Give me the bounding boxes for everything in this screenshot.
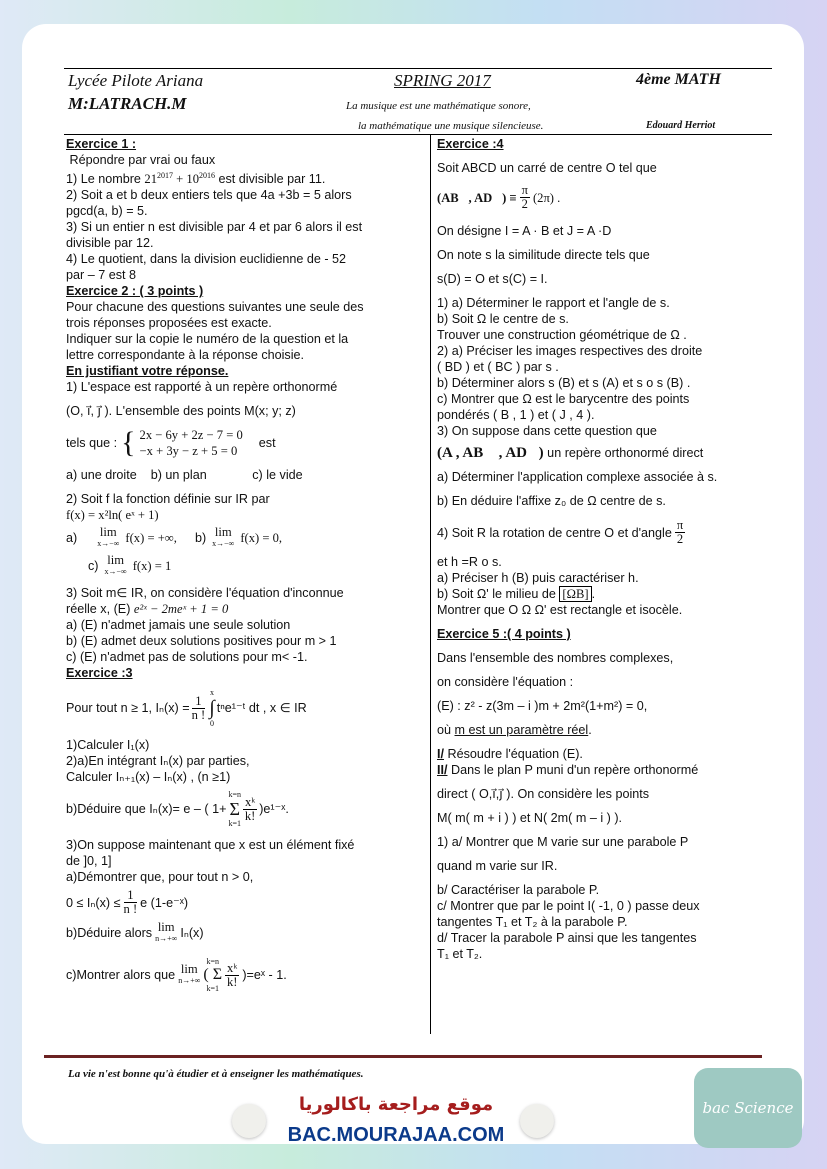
ex1-q4-line1: 4) Le quotient, dans la division euclidienne de - 52 <box>66 252 347 267</box>
footer-rule <box>44 1055 762 1058</box>
ex2-q3-line2: réelle x, (E) e²ˣ − 2meˣ + 1 = 0 <box>66 602 229 617</box>
ex4-q3b: b) En déduire l'affixe z₀ de Ω centre de s. <box>437 494 666 508</box>
ex3-q3b: b)Déduire alors lim n→+∞ Iₙ(x) <box>66 920 204 944</box>
header-top-rule <box>64 68 772 69</box>
ex4-q3a: a) Déterminer l'application complexe associée à s. <box>437 470 718 484</box>
ex1-q3-line2: divisible par 12. <box>66 236 154 251</box>
school-name: Lycée Pilote Ariana <box>68 71 204 90</box>
exercise-1-title: Exercice 1 : <box>66 137 137 151</box>
ex4-line3: On note s la similitude directe tels que <box>437 248 650 262</box>
ex2-justify: En justifiant votre réponse. <box>66 364 229 379</box>
ex4-q2c: c) Montrer que Ω est le barycentre des points <box>437 392 690 406</box>
ex3-q3a-inequality: 0 ≤ Iₙ(x) ≤ $\frac{1}{n !}$ e (1-e⁻ˣ) <box>66 888 189 917</box>
site-logo-left <box>232 1104 266 1138</box>
ex4-q2b: b) Déterminer alors s (B) et s (A) et s o s (B) . <box>437 376 691 390</box>
left-column <box>66 136 426 994</box>
ex5-line4: où m est un paramètre réel. <box>437 723 592 737</box>
ex3-q3-line1: 3)On suppose maintenant que x est un élément fixé <box>66 838 355 853</box>
ex5-q1d: d/ Tracer la parabole P ainsi que les tangentes <box>437 931 697 945</box>
ex3-q3c: c)Montrer alors que lim n→+∞ k=n ( Σ k=1 $\frac{\text{xᵏ}}{k!}$ )=eˣ - 1. <box>66 957 287 994</box>
ex2-q1-line2: (O, ı⃗, ȷ⃗ ). L'ensemble des points M(x; y; z) <box>66 404 296 419</box>
column-divider <box>430 134 431 1034</box>
ex4-line2: On désigne I = A · B et J = A ·D <box>437 224 612 238</box>
ex4-q4d: b) Soit Ω' le milieu de [ΩB] . <box>437 587 596 601</box>
ex4-q3: 3) On suppose dans cette question que <box>437 424 657 438</box>
exercise-4-title: Exercice :4 <box>437 137 504 151</box>
ex2-q3-b: b) (E) admet deux solutions positives pour m > 1 <box>66 634 337 649</box>
ex3-q2-line2: Calculer Iₙ₊₁(x) – Iₙ(x) , (n ≥1) <box>66 770 231 785</box>
system-eq-2: −x + 3y − z + 5 = 0 <box>139 444 238 459</box>
ex3-q3-line2: de ]0, 1] <box>66 854 112 869</box>
ex3-q3a: a)Démontrer que, pour tout n > 0, <box>66 870 254 885</box>
ex5-part1: I/ Résoudre l'équation (E). <box>437 747 583 761</box>
site-url[interactable]: BAC.MOURAJAA.COM <box>287 1124 505 1146</box>
level: 4ème MATH <box>636 71 721 88</box>
ex4-q3-frame: (A , AB⃗ , AD⃗) un repère orthonormé direct <box>437 445 704 461</box>
ex5-part2-c: M( m( m + i ) ) et N( 2m( m – i ) ). <box>437 811 623 825</box>
term: SPRING 2017 <box>394 71 491 90</box>
ex2-q3-c: c) (E) n'admet pas de solutions pour m< -1. <box>66 650 308 665</box>
ex5-q1c: c/ Montrer que par le point I( -1, 0 ) passe deux <box>437 899 700 913</box>
ex1-q4-line2: par – 7 est 8 <box>66 268 137 283</box>
ex5-q1b: b/ Caractériser la parabole P. <box>437 883 600 897</box>
ex3-q2b: b)Déduire que Iₙ(x)= e – ( 1+ k=n Σ k=1 $\frac{\text{xᵏ}}{k!}$ )e¹⁻ˣ. <box>66 790 289 829</box>
brace-icon: { <box>121 426 136 460</box>
ex3-q2-line1: 2)a)En intégrant Iₙ(x) par parties, <box>66 754 250 769</box>
bac-science-badge: bac Science <box>694 1068 802 1148</box>
ex4-q2a-2: ( BD ) et ( BC ) par s . <box>437 360 559 374</box>
ex2-q2-function: f(x) = x²ln( eˣ + 1) <box>66 508 159 523</box>
ex4-q1a: 1) a) Déterminer le rapport et l'angle de s. <box>437 296 670 310</box>
ex4-q1c: Trouver une construction géométrique de Ω . <box>437 328 687 342</box>
ex4-angle: (AB⃗, AD⃗) ≡ $\frac{\pi}{2}$ (2π) . <box>437 183 561 211</box>
exercise-3-title: Exercice :3 <box>66 666 133 681</box>
ex2-q1-line1: 1) L'espace est rapporté à un repère orthonormé <box>66 380 338 395</box>
ex2-q2-limits-ab: a) lim x→−∞ f(x) = +∞, b) lim x→−∞ f(x) = 0, <box>66 525 283 549</box>
ex1-q3-line1: 3) Si un entier n est divisible par 4 et par 6 alors il est <box>66 220 363 235</box>
ex4-q4b: et h =R o s. <box>437 555 502 569</box>
site-logo-right <box>520 1104 554 1138</box>
ex5-equation: (E) : z² - z(3m – i )m + 2m²(1+m²) = 0, <box>437 699 648 713</box>
teacher-name: M:LATRACH.M <box>68 94 187 113</box>
ex1-q2-line1: 2) Soit a et b deux entiers tels que 4a +3b = 5 alors <box>66 188 352 203</box>
ex4-q2a: 2) a) Préciser les images respectives des droite <box>437 344 703 358</box>
ex2-intro-1: Pour chacune des questions suivantes une seule des <box>66 300 364 315</box>
ex2-q2-limit-c: c) lim x→−∞ f(x) = 1 <box>88 553 172 577</box>
ex2-q3-a: a) (E) n'admet jamais une seule solution <box>66 618 291 633</box>
ex1-q1: 1) Le nombre $21^{2017} + 10^{2016}$ est divisible par 11. <box>66 171 326 187</box>
ex4-q4e: Montrer que O Ω Ω' est rectangle et isocèle. <box>437 603 683 617</box>
ex2-intro-2: trois réponses proposées est exacte. <box>66 316 272 331</box>
ex5-part2: II/ Dans le plan P muni d'un repère orthonormé <box>437 763 699 777</box>
ex4-q4: 4) Soit R la rotation de centre O et d'angle $\frac{\pi}{2}$ <box>437 518 684 546</box>
quote-line-1: La musique est une mathématique sonore, <box>346 100 531 112</box>
ex3-definition: Pour tout n ≥ 1, Iₙ(x) = $\frac{1}{n !}$ x ∫ 0 tⁿe¹⁻ᵗ dt , x ∈ IR <box>66 688 307 729</box>
ex2-intro-4: lettre correspondante à la réponse choisie. <box>66 348 305 363</box>
ex5-q1d-2: T₁ et T₂. <box>437 947 483 961</box>
ex2-q1-choices: a) une droite b) un plan c) le vide <box>66 468 303 483</box>
ex5-q1a-2: quand m varie sur IR. <box>437 859 558 873</box>
ex2-q3-line1: 3) Soit m∈ IR, on considère l'équation d'inconnue <box>66 586 344 601</box>
exercise-5-title: Exercice 5 :( 4 points ) <box>437 627 571 641</box>
ex1-q2-line2: pgcd(a, b) = 5. <box>66 204 148 219</box>
ex5-q1c-2: tangentes T₁ et T₂ à la parabole P. <box>437 915 628 929</box>
quote-author: Edouard Herriot <box>646 120 716 131</box>
right-column <box>437 136 772 962</box>
quote-line-2: la mathématique une musique silencieuse. <box>358 120 544 132</box>
exercise-2-title: Exercice 2 : ( 3 points ) <box>66 284 204 299</box>
footer-motto: La vie n'est bonne qu'à étudier et à enseigner les mathématiques. <box>68 1068 364 1080</box>
ex5-q1a: 1) a/ Montrer que M varie sur une parabole P <box>437 835 689 849</box>
ex5-line2: on considère l'équation : <box>437 675 574 689</box>
ex1-intro: Répondre par vrai ou faux <box>69 153 216 167</box>
ex4-line1: Soit ABCD un carré de centre O tel que <box>437 161 657 175</box>
ex5-line1: Dans l'ensemble des nombres complexes, <box>437 651 674 665</box>
ex5-part2-b: direct ( O,ı⃗,ȷ⃗ ). On considère les points <box>437 787 650 801</box>
system-eq-1: 2x − 6y + 2z − 7 = 0 <box>139 428 243 443</box>
integral-sign: ∫ <box>209 697 215 720</box>
ex4-q4c: a) Préciser h (B) puis caractériser h. <box>437 571 639 585</box>
ex2-system: tels que : { 2x − 6y + 2z − 7 = 0 −x + 3y − z + 5 = 0 est <box>66 426 276 460</box>
ex2-intro-3: Indiquer sur la copie le numéro de la question et la <box>66 332 349 347</box>
ex4-line4: s(D) = O et s(C) = I. <box>437 272 548 286</box>
header-bottom-rule <box>64 134 772 135</box>
ex2-q2-line1: 2) Soit f la fonction définie sur IR par <box>66 492 270 507</box>
site-name-arabic[interactable]: موقع مراجعة باكالوريا <box>298 1094 494 1115</box>
ex4-q2c-2: pondérés ( B , 1 ) et ( J , 4 ). <box>437 408 595 422</box>
ex3-q1: 1)Calculer I₁(x) <box>66 738 150 753</box>
ex4-q1b: b) Soit Ω le centre de s. <box>437 312 569 326</box>
